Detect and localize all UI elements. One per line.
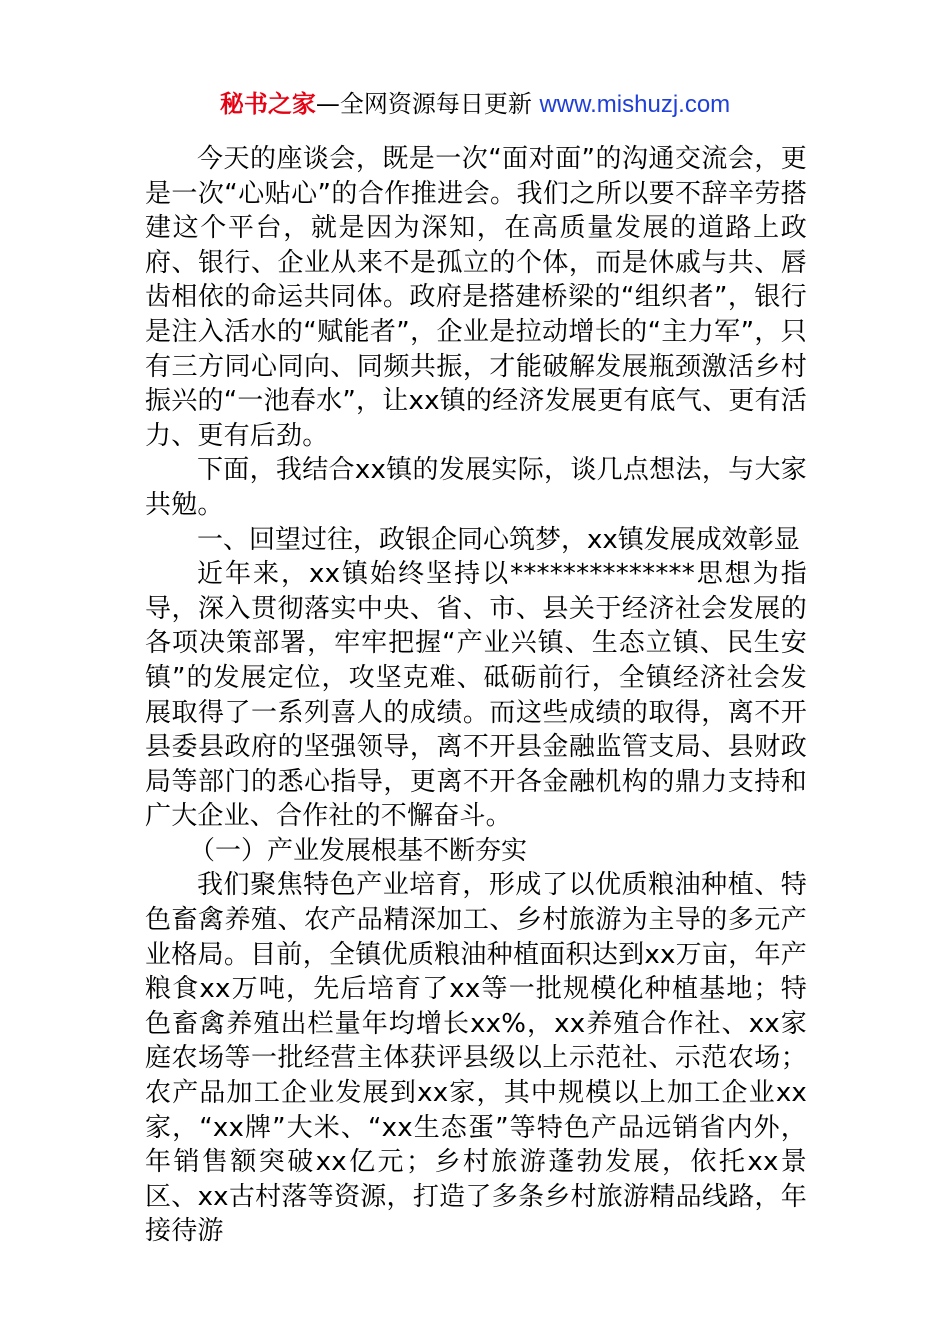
document-body [145, 142, 807, 1249]
paragraph-industry: 我们聚焦特色产业培育，形成了以优质粮油种植、特色畜禽养殖、农产品精深加工、乡村旅游为主导的多元产业格局。目前，全镇优质粮油种植面积达到xx万亩，年产粮食xx万吨，先后培育了xx等一批规模化种植基地；特色畜禽养殖出栏量年均增长xx%，xx养殖合作社、xx家庭农场等一批经营主体获评县级以上示范社、示范农场；农产品加工企业发展到xx家，其中规模以上加工企业xx家，“xx牌”大米、“xx生态蛋”等特色产品远销省内外，年销售额突破xx亿元；乡村旅游蓬勃发展，依托xx景区、xx古村落等资源，打造了多条乡村旅游精品线路，年接待游 [145, 870, 807, 1247]
paragraph-transition: 下面，我结合xx镇的发展实际，谈几点想法，与大家共勉。 [145, 455, 807, 520]
paragraph-intro: 今天的座谈会，既是一次“面对面”的沟通交流会，更是一次“心贴心”的合作推进会。我们之所以要不辞辛劳搭建这个平台，就是因为深知，在高质量发展的道路上政府、银行、企业从来不是孤立的个体，而是休戚与共、唇齿相依的命运共同体。政府是搭建桥梁的“组织者”，银行是注入活水的“赋能者”，企业是拉动增长的“主力军”，只有三方同心同向、同频共振，才能破解发展瓶颈激活乡村振兴的“一池春水”，让xx镇的经济发展更有底气、更有活力、更有后劲。 [145, 144, 807, 451]
subsection-heading-1: （一）产业发展根基不断夯实 [189, 835, 528, 866]
brand-name: 秘书之家 [219, 90, 316, 118]
paragraph-achievements: 近年来，xx镇始终坚持以**************思想为指导，深入贯彻落实中央、省、市、县关于经济社会发展的各项决策部署，牢牢把握“产业兴镇、生态立镇、民生安镇”的发展定位，攻坚克难、砥砺前行，全镇经济社会发展取得了一系列喜人的成绩。而这些成绩的取得，离不开县委县政府的坚强领导，离不开县金融监管支局、县财政局等部门的悉心指导，更离不开各金融机构的鼎力支持和广大企业、合作社的不懈奋斗。 [145, 559, 807, 832]
header-tagline: —全网资源每日更新 [315, 90, 540, 118]
page-header [0, 88, 950, 121]
site-url-link[interactable]: www.mishuzj.com [539, 91, 731, 118]
section-heading-1: 一、回望过往，政银企同心筑梦，xx镇发展成效彰显 [197, 524, 800, 555]
